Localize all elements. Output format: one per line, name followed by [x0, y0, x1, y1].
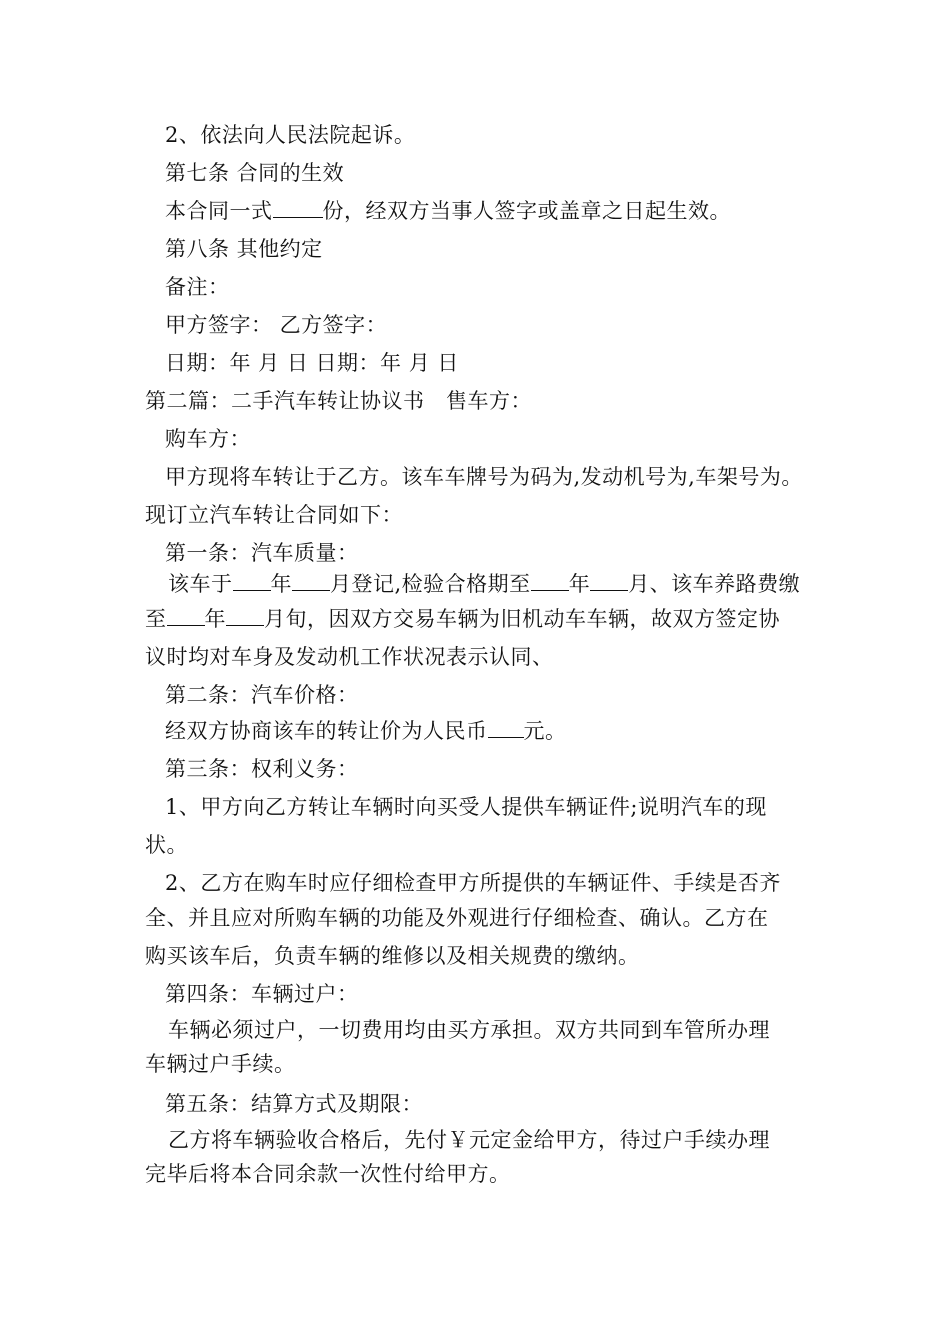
article-2-heading: 第二条：汽车价格： — [165, 683, 359, 707]
text-segment: 经双方协商该车的转让价为人民币 — [165, 719, 488, 743]
paragraph-text: 车辆过户手续。 — [145, 1052, 296, 1076]
article-5-heading: 第五条：结算方式及期限： — [165, 1092, 423, 1116]
article-heading — [165, 1090, 423, 1118]
paragraph-text: 车辆必须过户，一切费用均由买方承担。双方共同到车管所办理 — [168, 1018, 770, 1042]
article-heading — [165, 159, 344, 187]
article-7-heading: 第七条 合同的生效 — [165, 161, 345, 185]
text-line — [145, 605, 780, 633]
blank-field — [488, 717, 524, 738]
text-segment: 该车于 — [168, 572, 233, 596]
article-heading — [165, 681, 359, 709]
text-line — [165, 463, 803, 491]
paragraph-text: 全、并且应对所购车辆的功能及外观进行仔细检查、确认。乙方在 — [145, 906, 769, 930]
article-heading — [165, 235, 323, 263]
date-labels: 日期：年 月 日 日期：年 月 日 — [165, 351, 459, 375]
paragraph-text: 购买该车后，负责车辆的维修以及相关规费的缴纳。 — [145, 944, 640, 968]
text-segment: 元。 — [523, 719, 567, 743]
text-line — [165, 349, 459, 377]
blank-field — [273, 197, 323, 218]
paragraph-text: 乙方将车辆验收合格后，先付￥元定金给甲方，待过户手续办理 — [168, 1128, 770, 1152]
section-heading — [145, 387, 532, 415]
blank-field — [167, 605, 205, 626]
buyer-label: 购车方： — [165, 427, 251, 451]
clause-item-2-text: 2、乙方在购车时应仔细检查甲方所提供的车辆证件、手续是否齐 — [165, 871, 781, 895]
paragraph-text: 议时均对车身及发动机工作状况表示认同、 — [145, 645, 554, 669]
paragraph-text: 状。 — [145, 833, 188, 857]
text-segment: 月登记,检验合格期至 — [330, 572, 531, 596]
text-line — [145, 501, 403, 529]
text-segment: 年 — [204, 607, 226, 631]
text-line — [165, 793, 767, 821]
text-line — [145, 1160, 511, 1188]
paragraph-text: 现订立汽车转让合同如下： — [145, 503, 403, 527]
article-3-heading: 第三条：权利义务： — [165, 757, 359, 781]
article-8-heading: 第八条 其他约定 — [165, 237, 323, 261]
part-2-title: 第二篇：二手汽车转让协议书 售车方： — [145, 389, 532, 413]
text-line — [165, 869, 781, 897]
text-line — [165, 311, 387, 339]
article-4-heading: 第四条：车辆过户： — [165, 982, 359, 1006]
paragraph-text: 完毕后将本合同余款一次性付给甲方。 — [145, 1162, 511, 1186]
text-line — [165, 121, 415, 149]
article-heading — [165, 755, 359, 783]
text-segment: 份，经双方当事人签字或盖章之日起生效。 — [322, 199, 731, 223]
text-line — [165, 273, 230, 301]
blank-field — [292, 570, 330, 591]
text-line — [145, 831, 188, 859]
text-line — [165, 197, 731, 225]
article-heading — [165, 980, 359, 1008]
blank-field — [590, 570, 628, 591]
clause-item-2-text: 2、依法向人民法院起诉。 — [165, 123, 416, 147]
text-segment: 月旬，因双方交易车辆为旧机动车车辆，故双方签定协 — [264, 607, 780, 631]
text-line — [168, 1126, 770, 1154]
clause-item-1-text: 1、甲方向乙方转让车辆时向买受人提供车辆证件;说明汽车的现 — [165, 795, 767, 819]
text-line — [165, 425, 251, 453]
text-line — [165, 717, 567, 745]
text-line — [145, 904, 769, 932]
text-segment: 本合同一式 — [165, 199, 273, 223]
paragraph-text: 甲方现将车转让于乙方。该车车牌号为码为,发动机号为,车架号为。 — [165, 465, 803, 489]
article-1-heading: 第一条：汽车质量： — [165, 541, 359, 565]
text-line — [145, 942, 640, 970]
text-segment: 年 — [568, 572, 591, 596]
remarks-label: 备注： — [165, 275, 230, 299]
text-segment: 至 — [145, 607, 167, 631]
text-segment: 月、该车养路费缴 — [628, 572, 801, 596]
signature-labels: 甲方签字： 乙方签字： — [165, 313, 388, 337]
blank-field — [226, 605, 264, 626]
text-segment: 年 — [270, 572, 292, 596]
text-line — [145, 643, 554, 671]
article-heading — [165, 539, 359, 567]
text-line — [168, 570, 800, 598]
text-line — [145, 1050, 296, 1078]
blank-field — [531, 570, 569, 591]
blank-field — [233, 570, 271, 591]
text-line — [168, 1016, 770, 1044]
